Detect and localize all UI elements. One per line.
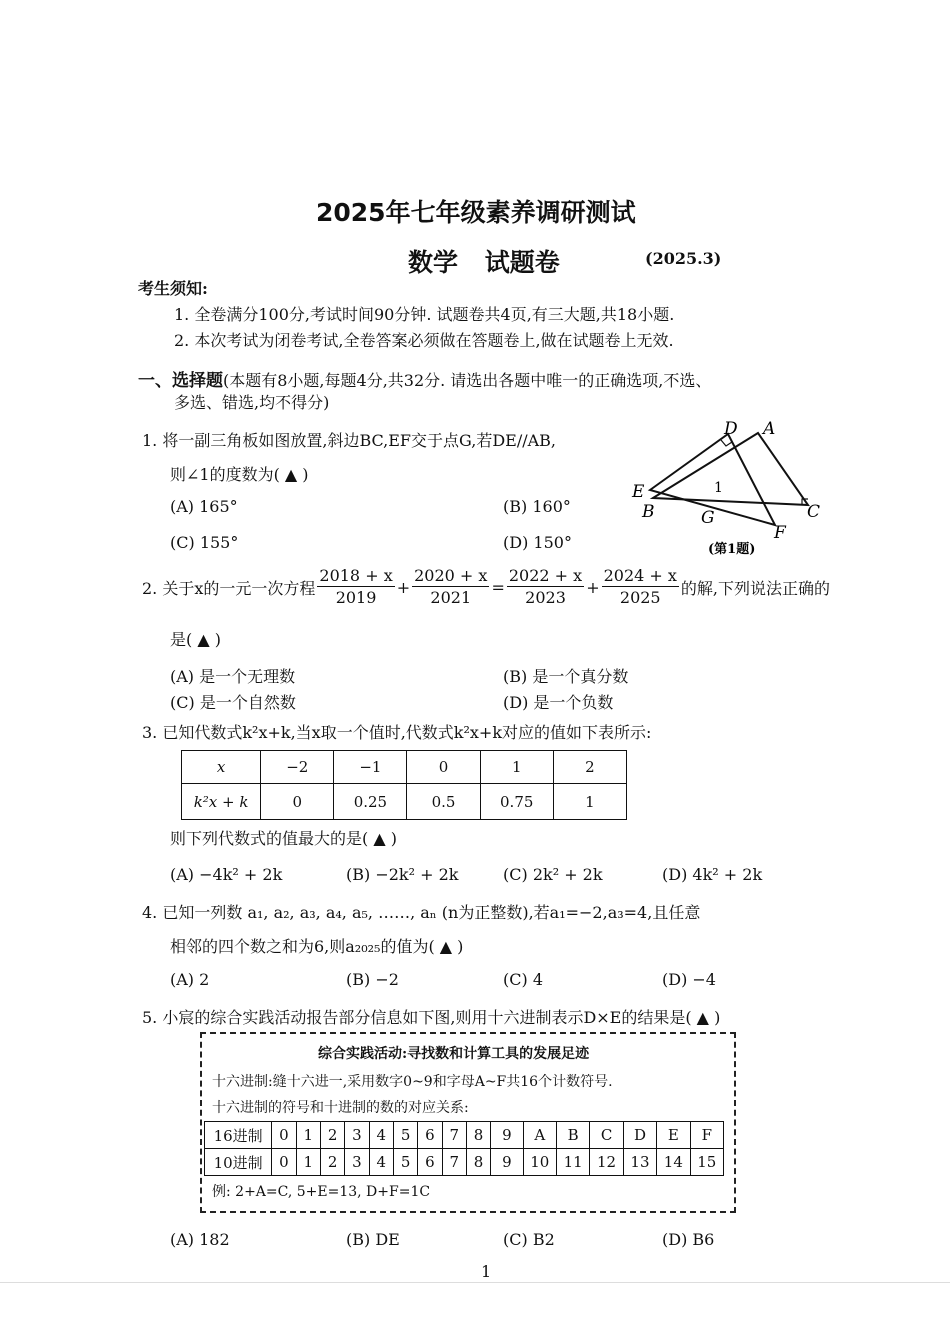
q1-option-b: (B) 160° xyxy=(503,497,571,516)
fraction-4-num: 2024 + x xyxy=(603,566,677,585)
table-cell: B xyxy=(556,1122,589,1149)
q5-option-c: (C) B2 xyxy=(503,1230,555,1249)
q3-line1: 3. 已知代数式k²x+k,当x取一个值时,代数式k²x+k对应的值如下表所示: xyxy=(142,723,652,742)
hex-decimal-table xyxy=(204,1121,724,1176)
fraction-3 xyxy=(507,566,584,609)
q3-option-c: (C) 2k² + 2k xyxy=(503,865,603,884)
table-cell: 7 xyxy=(442,1122,466,1149)
fraction-1-den: 2019 xyxy=(335,588,377,607)
table-cell: 5 xyxy=(393,1122,417,1149)
table-cell: 5 xyxy=(393,1149,417,1176)
table-cell: 9 xyxy=(491,1122,523,1149)
table-cell: 1 xyxy=(553,784,626,820)
table-cell: 4 xyxy=(369,1122,393,1149)
table-cell: 4 xyxy=(369,1149,393,1176)
q3-option-b: (B) −2k² + 2k xyxy=(346,865,459,884)
notice-heading: 考生须知: xyxy=(138,279,208,298)
table-cell: 11 xyxy=(556,1149,589,1176)
table-cell: 1 xyxy=(480,751,553,784)
table-cell: 1 xyxy=(296,1149,320,1176)
label-b: B xyxy=(642,502,655,522)
table-cell: k²x + k xyxy=(182,784,261,820)
dec-row xyxy=(205,1149,724,1176)
plus-sign-2: + xyxy=(586,578,600,597)
table-cell: 2 xyxy=(320,1149,344,1176)
fraction-2-den: 2021 xyxy=(430,588,472,607)
q5-box-line2: 十六进制的符号和十进制的数的对应关系: xyxy=(212,1100,469,1116)
table-cell: 0 xyxy=(272,1149,296,1176)
section-desc-2: 多选、错选,均不得分) xyxy=(174,393,330,412)
table-cell: 16进制 xyxy=(205,1122,272,1149)
label-g: G xyxy=(701,508,715,528)
fraction-3-num: 2022 + x xyxy=(508,566,583,585)
page-divider xyxy=(0,1282,950,1283)
table-cell: 13 xyxy=(623,1149,656,1176)
q5-option-a: (A) 182 xyxy=(170,1230,230,1249)
table-cell: F xyxy=(690,1122,723,1149)
table-cell: 3 xyxy=(345,1149,369,1176)
q5-option-d: (D) B6 xyxy=(662,1230,715,1249)
fraction-4 xyxy=(602,566,679,609)
q5-option-b: (B) DE xyxy=(346,1230,400,1249)
table-cell: −1 xyxy=(334,751,407,784)
table-cell: 2 xyxy=(320,1122,344,1149)
label-d: D xyxy=(724,419,738,439)
q1-triangle-figure xyxy=(620,410,840,560)
q2-option-b: (B) 是一个真分数 xyxy=(503,667,629,686)
q5-example: 例: 2+A=C, 5+E=13, D+F=1C xyxy=(212,1184,431,1200)
q5-box-line1: 十六进制:缝十六进一,采用数字0~9和字母A~F共16个计数符号. xyxy=(212,1074,613,1090)
q3-value-table xyxy=(181,750,627,820)
fraction-3-den: 2023 xyxy=(525,588,566,607)
q2-equation-row xyxy=(142,566,830,609)
triangle-bca xyxy=(653,433,808,505)
fraction-2 xyxy=(412,566,489,609)
table-cell: 8 xyxy=(466,1149,490,1176)
fraction-1-num: 2018 + x xyxy=(319,566,393,585)
label-e: E xyxy=(632,482,645,502)
table-cell: 3 xyxy=(345,1122,369,1149)
fraction-2-num: 2020 + x xyxy=(414,566,488,585)
q1-figure-caption: (第1题) xyxy=(708,542,756,557)
q3-line2: 则下列代数式的值最大的是( ▲ ) xyxy=(170,829,397,848)
table-cell: 1 xyxy=(296,1122,320,1149)
section-desc-1: (本题有8小题,每题4分,共32分. 请选出各题中唯一的正确选项,不选、 xyxy=(223,371,712,390)
q4-option-d: (D) −4 xyxy=(662,970,716,989)
q3-option-a: (A) −4k² + 2k xyxy=(170,865,283,884)
table-cell: 2 xyxy=(553,751,626,784)
q2-suffix: 的解,下列说法正确的 xyxy=(680,579,831,598)
section-heading: 一、选择题 xyxy=(138,371,223,391)
q3-table-value-row xyxy=(182,784,627,820)
q1-option-d: (D) 150° xyxy=(503,533,572,552)
q3-table-header-row xyxy=(182,751,627,784)
label-a: A xyxy=(763,419,776,439)
subject-title: 数学 试题卷 xyxy=(408,248,560,277)
q2-line2: 是( ▲ ) xyxy=(170,630,221,649)
q1-line1: 1. 将一副三角板如图放置,斜边BC,EF交于点G,若DE//AB, xyxy=(142,431,557,450)
plus-sign-1: + xyxy=(396,578,411,597)
q2-option-d: (D) 是一个负数 xyxy=(503,693,614,712)
table-cell: 0.25 xyxy=(334,784,407,820)
table-cell: 8 xyxy=(466,1122,490,1149)
table-cell: 10进制 xyxy=(205,1149,272,1176)
table-cell: 0 xyxy=(407,751,480,784)
label-angle-1: 1 xyxy=(714,480,723,496)
table-cell: D xyxy=(623,1122,656,1149)
equals-sign: = xyxy=(491,578,505,597)
q2-option-c: (C) 是一个自然数 xyxy=(170,693,296,712)
q5-line1: 5. 小宸的综合实践活动报告部分信息如下图,则用十六进制表示D×E的结果是( ▲ ) xyxy=(142,1008,721,1027)
notice-item-2: 2. 本次考试为闭卷考试,全卷答案必须做在答题卷上,做在试题卷上无效. xyxy=(174,331,674,350)
table-cell: E xyxy=(657,1122,690,1149)
fraction-1 xyxy=(317,566,394,609)
q4-option-a: (A) 2 xyxy=(170,970,210,989)
q3-option-d: (D) 4k² + 2k xyxy=(662,865,763,884)
table-cell: 9 xyxy=(491,1149,523,1176)
q1-option-c: (C) 155° xyxy=(170,533,239,552)
section-heading-row xyxy=(138,366,711,391)
table-cell: 0.75 xyxy=(480,784,553,820)
label-c: C xyxy=(807,502,821,522)
table-cell: 6 xyxy=(418,1149,442,1176)
label-f: F xyxy=(774,523,786,543)
table-cell: C xyxy=(590,1122,623,1149)
q2-prefix: 2. 关于x的一元一次方程 xyxy=(142,579,316,598)
fraction-4-den: 2025 xyxy=(619,588,661,607)
exam-title: 2025年七年级素养调研测试 xyxy=(316,198,636,227)
q1-option-a: (A) 165° xyxy=(170,497,238,516)
notice-item-1: 1. 全卷满分100分,考试时间90分钟. 试题卷共4页,有三大题,共18小题. xyxy=(174,305,675,324)
table-cell: 15 xyxy=(690,1149,723,1176)
q5-box-title: 综合实践活动:寻找数和计算工具的发展足迹 xyxy=(318,1046,590,1062)
hex-row xyxy=(205,1122,724,1149)
q4-line2: 相邻的四个数之和为6,则a₂₀₂₅的值为( ▲ ) xyxy=(170,937,464,956)
table-cell: 0 xyxy=(272,1122,296,1149)
table-cell: A xyxy=(523,1122,556,1149)
table-cell: 7 xyxy=(442,1149,466,1176)
page-number: 1 xyxy=(481,1262,492,1281)
q4-option-c: (C) 4 xyxy=(503,970,543,989)
q1-line2: 则∠1的度数为( ▲ ) xyxy=(170,465,309,484)
table-cell: 14 xyxy=(657,1149,690,1176)
q4-line1: 4. 已知一列数 a₁, a₂, a₃, a₄, a₅, ……, aₙ (n为正整数),若a₁=−2,a₃=4,且任意 xyxy=(142,903,701,922)
table-cell: 0.5 xyxy=(407,784,480,820)
q2-option-a: (A) 是一个无理数 xyxy=(170,667,296,686)
q4-option-b: (B) −2 xyxy=(346,970,399,989)
exam-date: (2025.3) xyxy=(645,249,722,268)
table-cell: 10 xyxy=(523,1149,556,1176)
table-cell: 12 xyxy=(590,1149,623,1176)
table-cell: 0 xyxy=(261,784,334,820)
table-cell: −2 xyxy=(261,751,334,784)
table-cell: 6 xyxy=(418,1122,442,1149)
table-cell: x xyxy=(182,751,261,784)
